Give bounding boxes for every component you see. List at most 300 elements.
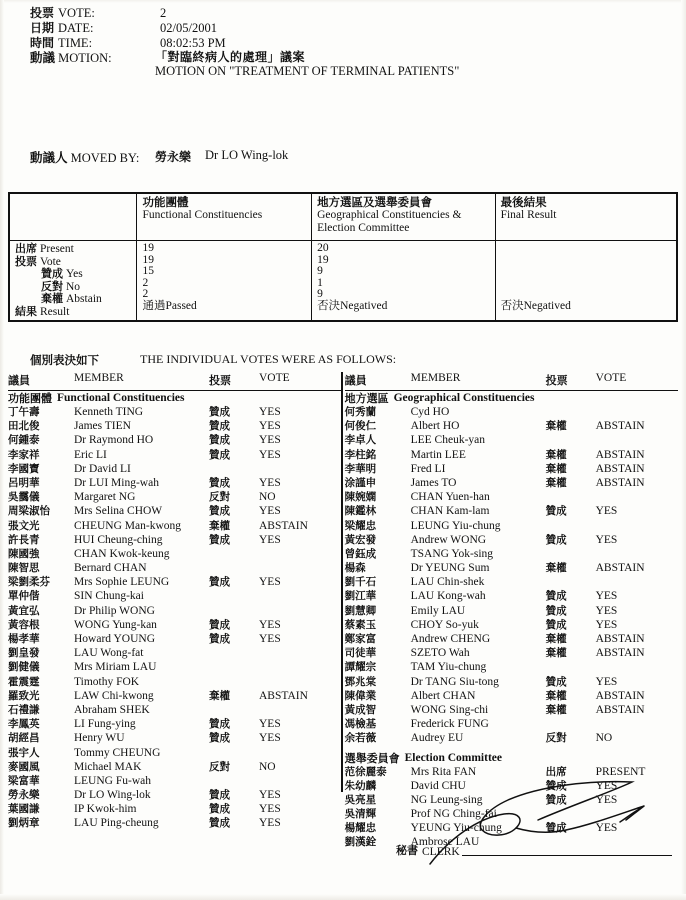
member-vote-row <box>8 788 341 802</box>
member-vote-zh: 贊成 <box>545 822 567 835</box>
member-name-zh: 周梁淑怡 <box>8 505 50 518</box>
summary-body-row <box>10 241 677 321</box>
member-vote-row <box>8 618 341 632</box>
geographical-constituencies-column <box>345 372 678 850</box>
member-vote-zh: 棄權 <box>545 633 567 645</box>
member-vote-en <box>259 604 341 618</box>
right-header-vote-zh: 投票 <box>545 374 568 387</box>
member-vote-en: YES <box>259 618 281 631</box>
member-vote-en: YES <box>259 406 281 418</box>
member-name-en: TSANG Yok-sing <box>410 547 494 560</box>
member-name-en: SZETO Wah <box>410 647 470 660</box>
member-name-zh: 梁耀忠 <box>344 519 377 532</box>
summary-label-result <box>15 306 131 319</box>
summary-header-functional <box>137 194 312 241</box>
member-name-en: Tommy CHEUNG <box>74 746 161 759</box>
member-vote-zh: 贊成 <box>209 576 230 589</box>
member-vote-en <box>259 703 341 717</box>
member-name-en: LI Fung-ying <box>74 718 136 731</box>
summary-header-functional-en: Functional Constituencies <box>142 209 263 221</box>
member-vote-row <box>8 746 341 760</box>
member-name-zh: 譚耀宗 <box>344 661 377 674</box>
member-name-en: Howard YOUNG <box>74 633 156 645</box>
summary-values-geographical <box>312 241 496 321</box>
date-row <box>30 21 650 36</box>
member-vote-row <box>8 816 341 830</box>
member-name-zh: 楊耀忠 <box>344 822 377 835</box>
member-vote-zh: 贊成 <box>209 448 230 461</box>
member-vote-zh <box>546 433 596 447</box>
member-name-en: Kenneth TING <box>74 406 144 418</box>
member-name-zh: 范徐麗泰 <box>344 765 387 778</box>
member-vote-row <box>8 519 341 533</box>
member-vote-zh <box>209 703 259 717</box>
member-vote-row <box>345 618 678 632</box>
member-name-zh: 劉千石 <box>344 576 377 589</box>
member-vote-zh: 反對 <box>209 760 230 773</box>
member-name-zh: 吳靄儀 <box>8 491 40 504</box>
left-header-vote-en: VOTE <box>259 372 290 384</box>
date-label <box>30 21 160 36</box>
member-name-en: Andrew CHENG <box>410 633 491 645</box>
member-name-zh: 陳鑑林 <box>344 505 377 518</box>
summary-row-labels <box>10 241 137 321</box>
member-name-zh: 劉健儀 <box>8 661 40 674</box>
member-vote-zh <box>546 717 596 731</box>
group-heading-geographical <box>345 392 678 405</box>
summary-gc-result-en: Negatived <box>340 299 388 312</box>
member-vote-row <box>8 731 341 745</box>
member-vote-row <box>8 490 341 504</box>
member-vote-zh <box>209 462 259 476</box>
member-vote-zh <box>209 660 259 674</box>
summary-values-final <box>495 241 676 321</box>
individual-votes-columns <box>8 372 678 850</box>
left-header-vote-zh: 投票 <box>209 374 231 387</box>
member-vote-zh: 出席 <box>545 765 567 778</box>
member-name-zh: 田北俊 <box>8 420 40 433</box>
member-vote-row <box>345 646 678 660</box>
member-name-zh: 梁劉柔芬 <box>8 576 50 589</box>
member-vote-en <box>596 405 678 419</box>
individual-votes-title-en: THE INDIVIDUAL VOTES WERE AS FOLLOWS: <box>140 352 397 366</box>
member-name-en: IP Kwok-him <box>74 803 137 816</box>
member-vote-zh: 贊成 <box>209 718 230 731</box>
member-vote-zh: 棄權 <box>545 476 567 489</box>
member-name-zh: 李華明 <box>344 462 377 475</box>
right-header-rule <box>345 390 678 391</box>
member-vote-zh: 贊成 <box>209 505 230 518</box>
member-vote-en <box>259 774 341 788</box>
member-vote-row <box>345 675 678 689</box>
member-vote-en: ABSTAIN <box>595 647 645 660</box>
member-name-zh: 胡經昌 <box>8 732 40 745</box>
member-name-zh: 李家祥 <box>8 448 40 461</box>
moved-by-block <box>30 148 288 166</box>
member-vote-en <box>259 462 341 476</box>
right-header-vote-en: VOTE <box>595 372 627 384</box>
member-name-en: Eric LI <box>74 448 107 461</box>
member-vote-row <box>345 462 678 476</box>
summary-label-present-en: Present <box>40 243 74 255</box>
member-vote-zh: 贊成 <box>209 618 230 631</box>
left-header-rule <box>8 390 341 391</box>
group-heading-functional-en: Functional Constituencies <box>57 392 185 404</box>
member-vote-en: YES <box>595 604 618 617</box>
member-name-zh: 陳國強 <box>8 547 40 560</box>
member-vote-en <box>259 660 341 674</box>
member-name-en: Andrew WONG <box>410 533 487 546</box>
summary-fc-abstain: 2 <box>142 288 149 300</box>
member-vote-zh: 棄權 <box>209 519 230 532</box>
member-vote-en <box>259 561 341 575</box>
member-vote-row <box>8 689 341 703</box>
member-name-en: Albert CHAN <box>410 689 476 702</box>
summary-final-result-en: Negatived <box>523 299 571 312</box>
member-name-en: Dr David LI <box>74 462 131 475</box>
member-name-zh: 劉炳章 <box>8 817 40 830</box>
member-vote-en: YES <box>259 633 281 645</box>
member-name-en: Ambrose LAU <box>410 836 480 849</box>
member-vote-en: PRESENT <box>595 765 646 778</box>
summary-fc-result <box>142 301 306 313</box>
member-vote-en: YES <box>259 732 281 745</box>
member-vote-en <box>596 660 678 674</box>
member-vote-row <box>345 419 678 433</box>
member-vote-row <box>8 774 341 788</box>
member-name-en: WONG Sing-chi <box>410 703 489 716</box>
summary-label-yes-zh: 贊成 <box>41 267 63 280</box>
member-vote-zh: 贊成 <box>545 779 567 792</box>
member-vote-row <box>8 419 341 433</box>
summary-final-result-zh: 否決 <box>500 299 524 312</box>
summary-fc-present: 19 <box>142 242 154 254</box>
member-vote-row <box>8 717 341 731</box>
group-heading-election-committee-en: Election Committee <box>404 751 502 764</box>
member-vote-row <box>8 504 341 518</box>
member-name-en: Dr YEUNG Sum <box>410 562 490 575</box>
member-name-en: James TIEN <box>74 420 131 433</box>
member-vote-row <box>345 717 678 731</box>
member-vote-zh: 贊成 <box>209 420 230 433</box>
summary-label-result-en: Result <box>40 305 70 318</box>
date-value: 02/05/2001 <box>160 21 217 35</box>
vote-number-row <box>30 6 650 21</box>
member-vote-row <box>8 646 341 660</box>
member-name-zh: 單仲偕 <box>8 590 40 603</box>
vote-number-value: 2 <box>160 6 167 20</box>
individual-votes-title <box>30 352 396 368</box>
scan-edge-bottom <box>0 894 686 900</box>
member-vote-zh: 贊成 <box>209 633 230 645</box>
member-name-en: Dr LUI Ming-wah <box>74 476 159 489</box>
time-label-zh: 時間 <box>30 36 55 50</box>
member-name-en: Emily LAU <box>410 604 466 617</box>
date-label-en: DATE: <box>58 21 94 35</box>
member-vote-en: ABSTAIN <box>595 633 645 645</box>
member-vote-zh <box>546 660 596 674</box>
group-heading-functional <box>8 392 341 405</box>
member-vote-zh <box>209 589 259 603</box>
summary-header-geographical-en: Geographical Constituencies & Election Committee <box>317 209 462 234</box>
member-name-zh: 鄭家富 <box>344 633 377 645</box>
member-vote-en <box>596 490 678 504</box>
member-vote-zh: 贊成 <box>545 618 567 631</box>
member-vote-en: ABSTAIN <box>595 703 645 716</box>
member-vote-row <box>8 802 341 816</box>
member-name-zh: 鄧兆棠 <box>344 675 377 688</box>
summary-header-final-zh: 最後結果 <box>500 195 547 209</box>
mover-name-en: Dr LO Wing-lok <box>205 148 289 162</box>
member-name-en: SIN Chung-kai <box>74 590 144 603</box>
member-vote-row <box>345 405 678 419</box>
member-vote-zh: 贊成 <box>545 505 567 518</box>
member-vote-en: YES <box>259 576 281 589</box>
member-name-zh: 李國寶 <box>8 462 40 475</box>
summary-label-no-zh: 反對 <box>41 279 63 293</box>
member-name-en: James TO <box>410 476 457 489</box>
member-name-zh: 勞永樂 <box>8 789 40 802</box>
member-vote-row <box>345 561 678 575</box>
member-vote-row <box>8 575 341 589</box>
member-vote-en <box>259 547 341 561</box>
geographical-members-list <box>345 405 678 746</box>
member-vote-zh: 贊成 <box>545 675 567 688</box>
member-vote-en <box>259 675 341 689</box>
moved-by-label-zh: 動議人 <box>30 150 68 165</box>
member-name-zh: 曾鈺成 <box>344 547 377 560</box>
summary-fc-result-zh: 通過 <box>142 299 166 312</box>
member-vote-zh <box>209 646 259 660</box>
member-vote-zh: 贊成 <box>545 533 567 546</box>
member-vote-row <box>8 660 341 674</box>
member-vote-row <box>8 448 341 462</box>
member-name-zh: 呂明華 <box>8 476 40 489</box>
member-name-zh: 麥國風 <box>8 760 40 773</box>
member-name-en: Frederick FUNG <box>410 718 489 731</box>
member-name-zh: 黃容根 <box>8 618 40 631</box>
summary-fc-yes: 15 <box>142 265 154 277</box>
right-header-member-zh: 議員 <box>344 374 367 387</box>
summary-header-final <box>495 194 676 241</box>
time-label <box>30 36 160 51</box>
member-name-en: Bernard CHAN <box>74 562 147 575</box>
member-name-zh: 黃成智 <box>344 703 377 716</box>
member-name-en: Mrs Rita FAN <box>410 765 477 778</box>
member-name-en: Dr Philip WONG <box>74 604 155 617</box>
member-name-zh: 馮檢基 <box>344 718 377 731</box>
member-name-en: Dr Raymond HO <box>74 434 154 447</box>
member-vote-zh: 贊成 <box>209 817 230 830</box>
scan-edge-right <box>681 0 686 900</box>
motion-text-en: MOTION ON "TREATMENT OF TERMINAL PATIENTS" <box>155 64 460 78</box>
vote-number-label-en: VOTE: <box>58 6 95 20</box>
member-vote-en: YES <box>259 505 281 518</box>
member-vote-zh: 棄權 <box>545 462 567 475</box>
member-vote-en <box>596 433 678 447</box>
member-vote-zh <box>546 575 596 589</box>
summary-label-vote <box>15 256 131 269</box>
summary-label-result-zh: 結果 <box>15 304 37 318</box>
member-name-zh: 何鍾泰 <box>8 434 40 447</box>
member-vote-en: ABSTAIN <box>595 462 645 475</box>
member-vote-en: ABSTAIN <box>259 519 308 532</box>
member-vote-row <box>345 490 678 504</box>
vote-summary-table <box>8 192 678 322</box>
member-name-en: Cyd HO <box>410 406 450 418</box>
member-name-en: Abraham SHEK <box>74 703 150 716</box>
column-divider <box>341 372 343 792</box>
member-name-en: TAM Yiu-chung <box>410 661 487 674</box>
member-vote-zh: 棄權 <box>545 562 567 575</box>
document-header <box>30 6 650 51</box>
member-vote-zh: 贊成 <box>209 533 230 546</box>
member-name-en: Audrey EU <box>410 732 464 745</box>
summary-label-no-en: No <box>66 280 81 293</box>
member-name-zh: 黃宏發 <box>344 533 377 546</box>
member-name-en: CHEUNG Man-kwong <box>74 519 182 532</box>
summary-label-present <box>15 243 131 256</box>
summary-gc-no: 1 <box>317 276 323 289</box>
member-vote-en: ABSTAIN <box>595 562 645 575</box>
summary-gc-yes: 9 <box>317 265 323 277</box>
member-vote-en: YES <box>259 789 281 802</box>
member-name-en: LAU Wong-fat <box>74 647 144 660</box>
member-vote-en: YES <box>595 533 618 546</box>
member-vote-en: YES <box>259 817 281 830</box>
summary-final-result <box>501 301 671 313</box>
member-vote-en <box>259 589 341 603</box>
member-name-en: Mrs Selina CHOW <box>74 505 163 518</box>
member-name-zh: 李卓人 <box>344 434 377 447</box>
group-heading-functional-zh: 功能團體 <box>8 392 52 405</box>
summary-label-yes <box>15 268 131 281</box>
member-vote-en: YES <box>259 434 281 447</box>
member-name-en: LAU Ping-cheung <box>74 817 159 830</box>
member-name-zh: 陳智思 <box>8 562 40 575</box>
member-name-zh: 劉漢銓 <box>344 836 377 849</box>
member-name-en: CHAN Kwok-keung <box>74 547 170 560</box>
member-vote-row <box>8 433 341 447</box>
group-heading-geographical-en: Geographical Constituencies <box>393 392 535 404</box>
member-name-en: Dr LO Wing-lok <box>74 789 151 802</box>
member-vote-zh: 贊成 <box>545 590 567 603</box>
functional-constituencies-column <box>8 372 341 850</box>
time-label-en: TIME: <box>58 36 93 50</box>
member-name-zh: 劉江華 <box>344 590 377 603</box>
clerk-label-zh: 秘書 <box>396 844 418 857</box>
member-vote-row <box>345 731 678 745</box>
member-vote-zh: 贊成 <box>209 434 230 447</box>
member-vote-en: NO <box>259 491 276 504</box>
member-vote-en: YES <box>595 675 618 688</box>
member-vote-row <box>8 632 341 646</box>
member-vote-row <box>345 604 678 618</box>
motion-text <box>155 50 650 78</box>
member-name-en: Prof NG Ching-fai <box>410 808 497 821</box>
member-name-zh: 劉慧卿 <box>344 604 377 617</box>
member-name-en: HUI Cheung-ching <box>74 533 163 546</box>
member-name-en: LEE Cheuk-yan <box>410 434 486 447</box>
member-vote-zh <box>209 561 259 575</box>
member-name-zh: 張文光 <box>8 519 40 532</box>
summary-label-abstain-zh: 棄權 <box>41 292 63 305</box>
summary-header-functional-zh: 功能團體 <box>142 195 189 209</box>
member-vote-zh: 棄權 <box>209 689 230 702</box>
functional-members-list <box>8 405 341 831</box>
summary-values-functional <box>137 241 312 321</box>
member-vote-zh: 棄權 <box>545 420 567 433</box>
member-vote-zh: 贊成 <box>545 793 567 806</box>
scan-edge-left <box>0 0 4 900</box>
member-vote-row <box>8 703 341 717</box>
summary-fc-no: 2 <box>142 276 149 289</box>
member-vote-en: YES <box>259 803 281 816</box>
member-vote-zh <box>209 604 259 618</box>
summary-header-geographical <box>312 194 496 241</box>
member-name-zh: 葉國謙 <box>8 803 40 816</box>
motion-label-en: MOTION: <box>58 51 112 65</box>
left-header-member-en: MEMBER <box>74 372 124 384</box>
summary-fc-result-en: Passed <box>165 299 197 312</box>
summary-header-geographical-zh: 地方選區及選舉委員會 <box>317 195 433 209</box>
member-name-zh: 霍震霆 <box>8 675 40 688</box>
summary-gc-abstain: 9 <box>317 288 323 300</box>
member-name-en: LEUNG Yiu-chung <box>410 519 501 532</box>
member-vote-row <box>345 660 678 674</box>
summary-label-no <box>15 281 131 294</box>
motion-block <box>30 50 650 78</box>
member-vote-zh: 贊成 <box>209 789 230 802</box>
member-vote-en: ABSTAIN <box>595 689 645 702</box>
time-value: 08:02:53 PM <box>160 36 226 50</box>
member-vote-en: YES <box>259 476 281 489</box>
member-name-en: Mrs Sophie LEUNG <box>74 576 170 589</box>
summary-gc-vote: 19 <box>317 253 329 266</box>
vote-number-label <box>30 6 160 21</box>
motion-label <box>30 50 155 78</box>
member-vote-row <box>8 760 341 774</box>
member-vote-row <box>8 561 341 575</box>
member-vote-en: ABSTAIN <box>595 420 645 433</box>
member-name-en: YEUNG Yiu-chung <box>410 822 502 835</box>
member-vote-zh: 棄權 <box>545 689 567 702</box>
member-vote-en: YES <box>595 590 618 603</box>
member-vote-row <box>8 462 341 476</box>
member-vote-en: YES <box>595 505 618 518</box>
member-name-zh: 李柱銘 <box>344 448 377 461</box>
member-name-zh: 陳婉嫻 <box>344 491 377 504</box>
moved-by-label <box>30 148 155 166</box>
member-vote-zh: 贊成 <box>209 732 230 745</box>
date-label-zh: 日期 <box>30 21 55 35</box>
member-vote-en: YES <box>259 533 281 546</box>
time-row <box>30 36 650 51</box>
member-vote-row <box>8 533 341 547</box>
member-name-en: Albert HO <box>410 420 460 433</box>
member-vote-en: YES <box>259 718 281 731</box>
member-vote-row <box>8 589 341 603</box>
summary-label-vote-zh: 投票 <box>15 254 37 268</box>
member-name-zh: 李鳳英 <box>8 718 40 731</box>
member-vote-en: YES <box>595 618 618 631</box>
member-name-en: Mrs Miriam LAU <box>74 661 157 674</box>
member-vote-row <box>345 533 678 547</box>
member-vote-row <box>345 519 678 533</box>
member-vote-en: YES <box>259 420 281 433</box>
summary-header-row <box>10 194 677 241</box>
member-vote-zh <box>546 547 596 561</box>
